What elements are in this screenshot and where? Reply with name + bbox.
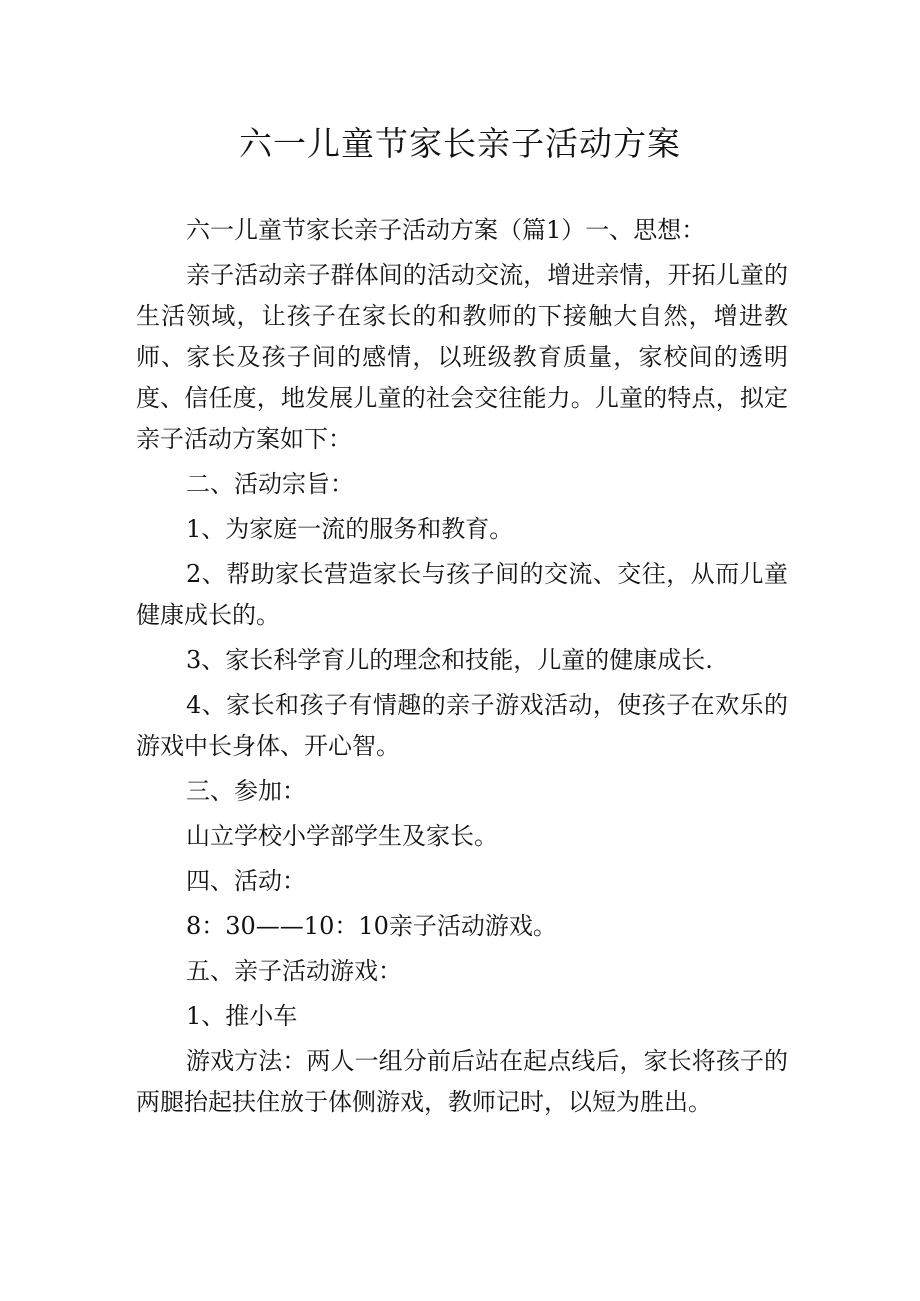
game-1-title: 1、推小车 [186,1002,298,1030]
section-heading-participants: 三、参加： [186,777,306,805]
section-heading-games: 五、亲子活动游戏： [186,957,402,985]
paragraph-thought: 亲子活动亲子群体间的活动交流，增进亲情，开拓儿童的生活领域，让孩子在家长的和教师的下接触大自然，增进教师、家长及孩子间的感情，以班级教育质量，家校间的透明度、信任度，地发展儿童的社会交往能力。儿童的特点，拟定亲子活动方案如下： [136,261,788,453]
activity-time: 8：30——10：10亲子活动游戏。 [186,912,557,940]
purpose-item-2: 2、帮助家长营造家长与孩子间的交流、交往，从而儿童健康成长的。 [136,560,788,629]
participants-text: 山立学校小学部学生及家长。 [186,822,498,850]
purpose-item-1: 1、为家庭一流的服务和教育。 [186,515,514,543]
game-1-method: 游戏方法：两人一组分前后站在起点线后，家长将孩子的两腿抬起扶住放于体侧游戏，教师记时，以短为胜出。 [136,1047,788,1116]
purpose-item-4: 4、家长和孩子有情趣的亲子游戏活动，使孩子在欢乐的游戏中长身体、开心智。 [136,691,788,760]
section-heading-activity: 四、活动： [186,867,306,895]
purpose-item-3: 3、家长科学育儿的理念和技能，儿童的健康成长. [186,646,713,674]
paragraph-intro-heading: 六一儿童节家长亲子活动方案（篇1）一、思想： [186,216,706,244]
document-body [136,210,788,1127]
document-title: 六一儿童节家长亲子活动方案 [239,124,681,163]
section-heading-purpose: 二、活动宗旨： [186,470,354,498]
